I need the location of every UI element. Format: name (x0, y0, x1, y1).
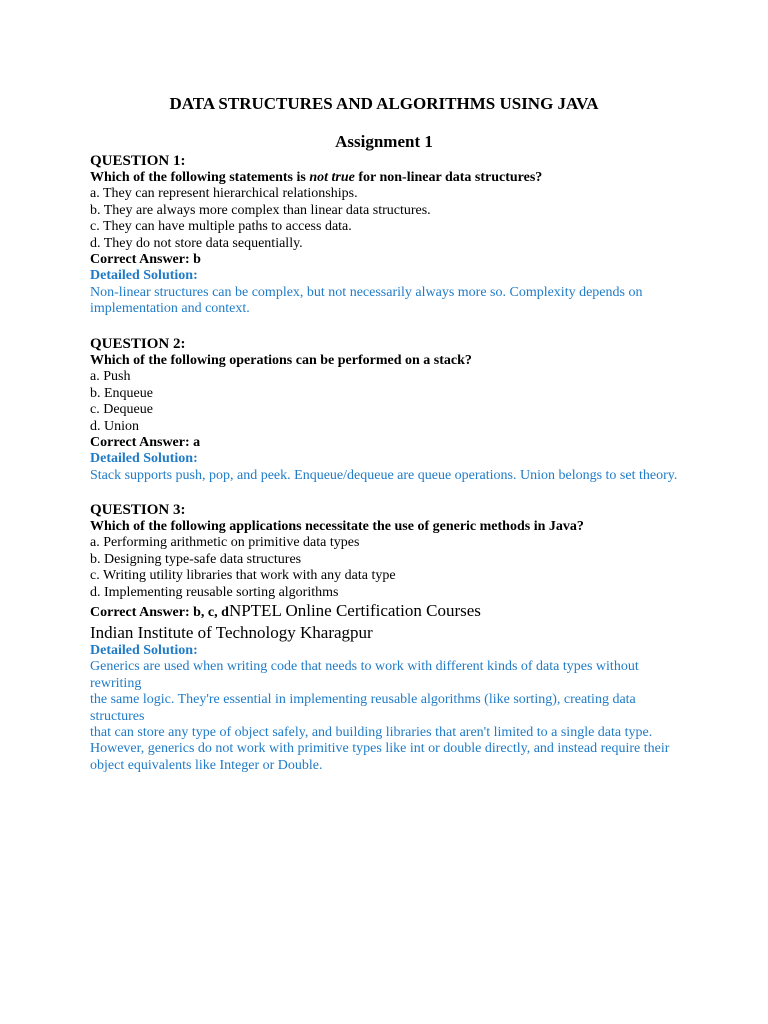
question-2-heading: QUESTION 2: (90, 336, 186, 352)
question-3-option-b: b. Designing type-safe data structures (90, 551, 302, 567)
question-3-option-d: d. Implementing reusable sorting algorithms (90, 584, 339, 600)
question-1-option-a: a. They can represent hierarchical relationships. (90, 186, 358, 202)
question-3-option-a: a. Performing arithmetic on primitive data types (90, 535, 360, 551)
question-1-solution-heading: Detailed Solution: (90, 268, 198, 284)
question-2-option-d: d. Union (90, 418, 139, 434)
question-2-text: Which of the following operations can be performed on a stack? (90, 353, 472, 368)
question-3-solution-line: However, generics do not work with primitive types like int or double directly, and instead require their (90, 741, 670, 757)
question-2-option-a: a. Push (90, 369, 131, 385)
question-3-solution-line: rewriting (90, 675, 142, 691)
question-2 (90, 336, 690, 484)
header-course-name: NPTEL Online Certification Courses (228, 601, 481, 621)
question-3-option-c: c. Writing utility libraries that work with any data type (90, 568, 396, 584)
assignment-title: Assignment 1 (335, 132, 433, 151)
question-2-solution: Stack supports push, pop, and peek. Enqueue/dequeue are queue operations. Union belongs to set theory. (90, 467, 678, 483)
question-2-correct-answer: Correct Answer: a (90, 435, 201, 451)
question-1-text-pre: Which of the following statements is (90, 170, 310, 185)
question-1 (90, 153, 690, 318)
question-2-option-b: b. Enqueue (90, 385, 153, 401)
question-3-solution-line: structures (90, 708, 145, 724)
question-3-solution-line: the same logic. They're essential in implementing reusable algorithms (like sorting), creating data (90, 692, 636, 708)
question-1-option-b: b. They are always more complex than linear data structures. (90, 202, 431, 218)
question-3-heading: QUESTION 3: (90, 502, 186, 518)
question-3-answer-line (90, 601, 690, 623)
header-institute-name: Indian Institute of Technology Kharagpur (90, 623, 373, 643)
question-3 (90, 502, 690, 774)
question-2-option-c: c. Dequeue (90, 402, 153, 418)
question-3-text: Which of the following applications necessitate the use of generic methods in Java? (90, 519, 584, 534)
document-title: DATA STRUCTURES AND ALGORITHMS USING JAVA (169, 94, 599, 113)
question-3-solution-line: object equivalents like Integer or Double. (90, 757, 323, 773)
question-3-solution-line: Generics are used when writing code that needs to work with different kinds of data types without (90, 659, 639, 675)
question-1-heading: QUESTION 1: (90, 153, 186, 169)
question-1-option-c: c. They can have multiple paths to access data. (90, 219, 352, 235)
question-1-text (90, 170, 690, 186)
question-3-correct-answer: Correct Answer: b, c, d (90, 605, 229, 621)
question-3-solution-heading: Detailed Solution: (90, 643, 198, 659)
question-1-correct-answer: Correct Answer: b (90, 252, 201, 268)
question-2-solution-heading: Detailed Solution: (90, 451, 198, 467)
question-1-text-emphasis: not true (309, 170, 355, 185)
question-1-solution: Non-linear structures can be complex, but not necessarily always more so. Complexity depends on implementation and context. (90, 284, 643, 317)
question-1-text-post: for non-linear data structures? (354, 170, 543, 185)
question-3-solution-line: that can store any type of object safely, and building libraries that aren't limited to a single data type. (90, 725, 653, 741)
question-1-option-d: d. They do not store data sequentially. (90, 235, 303, 251)
